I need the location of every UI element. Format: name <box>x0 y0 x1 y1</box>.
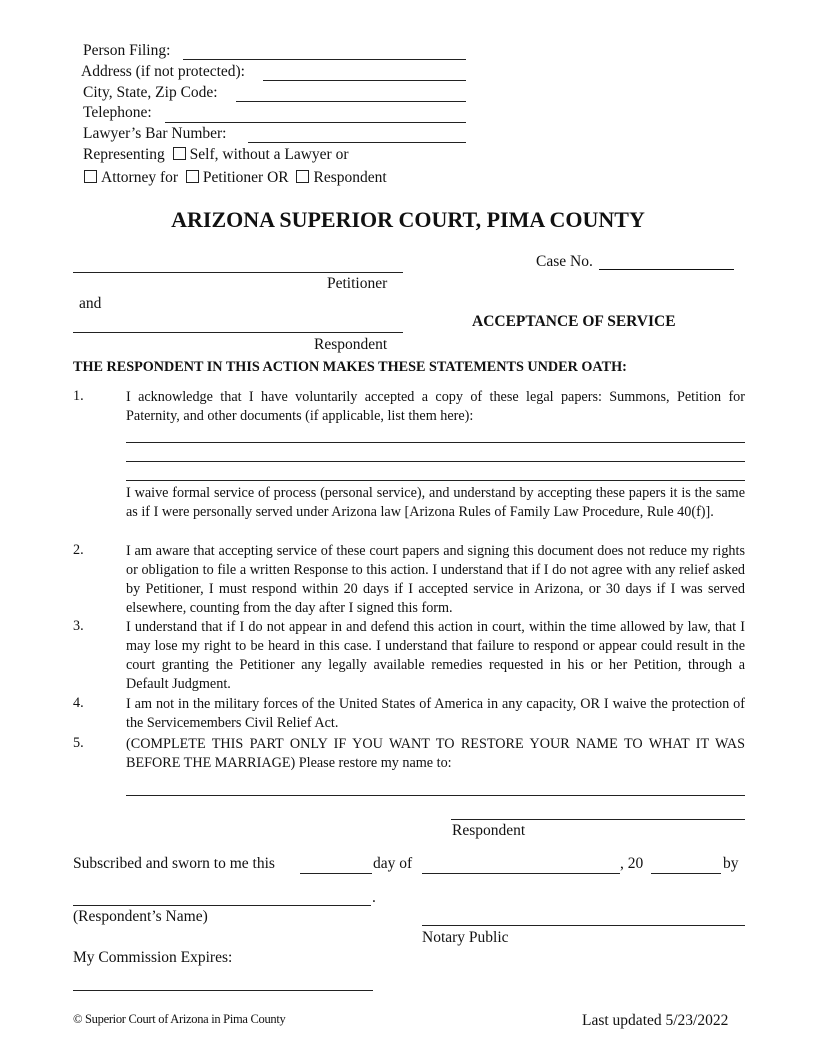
and-label: and <box>79 295 102 312</box>
statement-text: I acknowledge that I have voluntarily accepted a copy of these legal papers: Summons, Petition for Paternity, and other documents (if applicable, list them here): <box>126 389 745 424</box>
petitioner-checkbox[interactable] <box>186 170 199 183</box>
court-title: ARIZONA SUPERIOR COURT, PIMA COUNTY <box>171 207 645 232</box>
case-no-field[interactable] <box>599 269 734 270</box>
restored-name-field[interactable] <box>126 795 745 796</box>
respondent-checkbox[interactable] <box>296 170 309 183</box>
address-label: Address (if not protected): <box>81 63 245 80</box>
city-state-zip-field[interactable] <box>236 101 466 102</box>
statement-number: 4. <box>73 695 84 711</box>
statement-text: I understand that if I do not appear in and defend this action in court, within the time allowed by law, that I may lose my right to be heard in this case. I understand that failure to respond or appear could result in the court granting the Petitioner any legally available remedies requested in his or her Petition, through a Default Judgment. <box>126 619 745 692</box>
statement-text: I am not in the military forces of the United States of America in any capacity, OR I waive the protection of the Servicemembers Civil Relief Act. <box>126 696 745 731</box>
waiver-text: I waive formal service of process (personal service), and understand by accepting these papers it is the same as if I were personally served under Arizona law [Arizona Rules of Family Law Procedure, Rule 40(f)]. <box>126 485 745 520</box>
petitioner-or-label: Petitioner OR <box>202 169 289 186</box>
telephone-field[interactable] <box>165 122 466 123</box>
telephone-label: Telephone: <box>83 104 152 121</box>
attorney-row <box>84 169 387 187</box>
day-field[interactable] <box>300 873 372 874</box>
month-field[interactable] <box>422 873 620 874</box>
day-of-label: day of <box>373 855 413 872</box>
oath-heading: THE RESPONDENT IN THIS ACTION MAKES THESE STATEMENTS UNDER OATH: <box>73 359 627 375</box>
commission-expires-label: My Commission Expires: <box>73 949 233 966</box>
documents-list-line[interactable] <box>126 480 745 481</box>
person-filing-label: Person Filing: <box>83 42 171 59</box>
self-checkbox[interactable] <box>173 147 186 160</box>
year-field[interactable] <box>651 873 721 874</box>
document-title: ACCEPTANCE OF SERVICE <box>472 313 676 330</box>
representing-label: Representing <box>83 146 165 163</box>
bar-number-label: Lawyer’s Bar Number: <box>83 125 227 142</box>
subscribed-label: Subscribed and sworn to me this <box>73 855 275 872</box>
petitioner-label: Petitioner <box>327 275 388 292</box>
respondent-name-label: (Respondent’s Name) <box>73 908 208 925</box>
documents-list-line[interactable] <box>126 442 745 443</box>
by-label: by <box>723 855 739 872</box>
footer-last-updated: Last updated 5/23/2022 <box>582 1012 729 1029</box>
statement-number: 3. <box>73 618 84 634</box>
respondent-signature-field[interactable] <box>451 819 745 820</box>
attorney-for-label: Attorney for <box>101 169 179 186</box>
petitioner-name-field[interactable] <box>73 272 403 273</box>
year-prefix-label: , 20 <box>620 855 644 872</box>
period-mark: . <box>372 889 376 906</box>
respondent-signature-label: Respondent <box>452 822 526 839</box>
notary-signature-field[interactable] <box>422 925 745 926</box>
statement-number: 2. <box>73 542 84 558</box>
case-no-label: Case No. <box>536 253 593 270</box>
respondent-name-field-notary[interactable] <box>73 905 371 906</box>
respondent-caption-label: Respondent <box>314 336 388 353</box>
attorney-checkbox[interactable] <box>84 170 97 183</box>
respondent-name-field[interactable] <box>73 332 403 333</box>
city-state-zip-label: City, State, Zip Code: <box>83 84 218 101</box>
statement-text: (COMPLETE THIS PART ONLY IF YOU WANT TO RESTORE YOUR NAME TO WHAT IT WAS BEFORE THE MARRIAGE) Please restore my name to: <box>126 736 745 771</box>
footer-copyright: © Superior Court of Arizona in Pima County <box>73 1012 286 1026</box>
commission-expires-field[interactable] <box>73 990 373 991</box>
notary-public-label: Notary Public <box>422 929 509 946</box>
statement-number: 1. <box>73 388 84 404</box>
respondent-option-label: Respondent <box>313 169 387 186</box>
statement-text: I am aware that accepting service of these court papers and signing this document does not reduce my rights or obligation to file a written Response to this action. I understand that if I do not agree with any relief asked by Petitioner, I must respond within 20 days if I accepted service in Arizona, or 30 days if I was served elsewhere, counting from the day after I signed this form. <box>126 543 745 616</box>
self-option-label: Self, without a Lawyer or <box>189 146 349 163</box>
address-field[interactable] <box>263 80 466 81</box>
representing-row <box>83 146 349 164</box>
documents-list-line[interactable] <box>126 461 745 462</box>
person-filing-field[interactable] <box>183 59 466 60</box>
statement-number: 5. <box>73 735 84 751</box>
bar-number-field[interactable] <box>248 142 466 143</box>
